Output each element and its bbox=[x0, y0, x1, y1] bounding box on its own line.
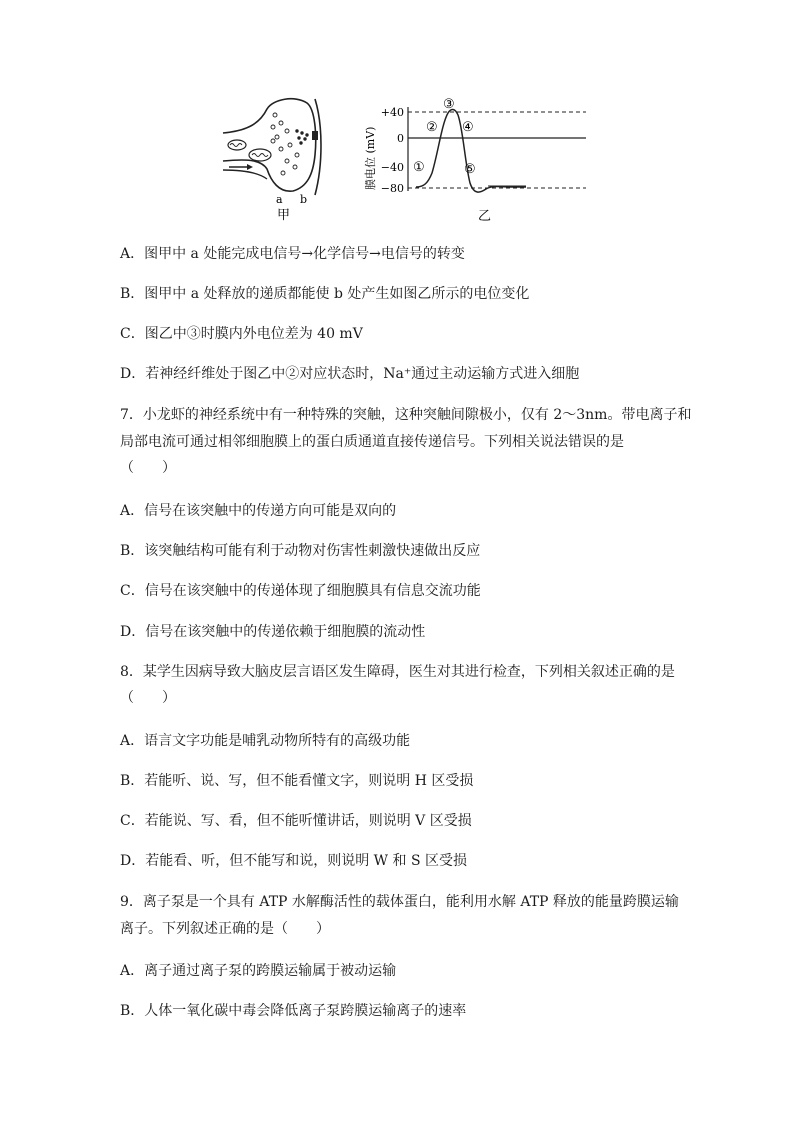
receptor bbox=[312, 131, 318, 140]
marker-4: ④ bbox=[462, 120, 474, 135]
marker-5: ⑤ bbox=[464, 162, 476, 177]
option-9b: B．人体一氧化碳中毒会降低离子泵跨膜运输离子的速率 bbox=[120, 1003, 467, 1019]
axon-lower bbox=[223, 170, 267, 179]
yi-ylabel: 膜电位 (mV) bbox=[364, 126, 377, 190]
label-b: b bbox=[300, 193, 308, 206]
option-8a: A．语言文字功能是哺乳动物所特有的高级功能 bbox=[120, 733, 411, 749]
caption-yi: 乙 bbox=[478, 209, 492, 224]
option-8d: D．若能看、听，但不能写和说，则说明 W 和 S 区受损 bbox=[120, 853, 468, 869]
figure-jia bbox=[215, 95, 330, 225]
question-9-line1: 9．离子泵是一个具有 ATP 水解酶活性的载体蛋白，能利用水解 ATP 释放的能量跨膜运输 bbox=[120, 894, 679, 910]
tick-plus40: +40 bbox=[380, 106, 404, 119]
option-7a: A．信号在该突触中的传递方向可能是双向的 bbox=[120, 503, 397, 519]
option-6c: C．图乙中③时膜内外电位差为 40 mV bbox=[120, 326, 363, 342]
tick-minus80: −80 bbox=[380, 182, 404, 195]
marker-3: ③ bbox=[443, 97, 455, 112]
figure-yi bbox=[358, 93, 593, 226]
caption-jia: 甲 bbox=[277, 208, 291, 223]
option-6d: D．若神经纤维处于图乙中②对应状态时，Na⁺通过主动运输方式进入细胞 bbox=[120, 366, 580, 382]
question-7-bracket: （ ） bbox=[120, 460, 176, 476]
tick-minus40: −40 bbox=[380, 161, 404, 174]
label-a: a bbox=[276, 193, 283, 206]
question-7-line1: 7．小龙虾的神经系统中有一种特殊的突触，这种突触间隙极小，仅有 2～3nm。带电离子和 bbox=[120, 407, 692, 423]
option-7b: B．该突触结构可能有利于动物对伤害性刺激快速做出反应 bbox=[120, 543, 481, 559]
question-8-bracket: （ ） bbox=[120, 690, 176, 706]
question-7-line2: 局部电流可通过相邻细胞膜上的蛋白质通道直接传递信号。下列相关说法错误的是 bbox=[120, 434, 624, 450]
option-8b: B．若能听、说、写，但不能看懂文字，则说明 H 区受损 bbox=[120, 773, 474, 789]
option-9a: A．离子通过离子泵的跨膜运输属于被动运输 bbox=[120, 963, 397, 979]
option-7d: D．信号在该突触中的传递依赖于细胞膜的流动性 bbox=[120, 624, 426, 640]
option-7c: C．信号在该突触中的传递体现了细胞膜具有信息交流功能 bbox=[120, 583, 481, 599]
option-8c: C．若能说、写、看，但不能听懂讲话，则说明 V 区受损 bbox=[120, 813, 472, 829]
marker-1: ① bbox=[413, 160, 425, 175]
question-9-line2: 离子。下列叙述正确的是（ ） bbox=[120, 921, 330, 937]
presynaptic-terminal bbox=[223, 99, 316, 191]
option-6a: A．图甲中 a 处能完成电信号→化学信号→电信号的转变 bbox=[120, 246, 465, 262]
tick-0: 0 bbox=[397, 132, 404, 145]
option-6b: B．图甲中 a 处释放的递质都能使 b 处产生如图乙所示的电位变化 bbox=[120, 286, 530, 302]
question-8-line1: 8．某学生因病导致大脑皮层言语区发生障碍，医生对其进行检查，下列相关叙述正确的是 bbox=[120, 664, 675, 680]
marker-2: ② bbox=[426, 120, 438, 135]
